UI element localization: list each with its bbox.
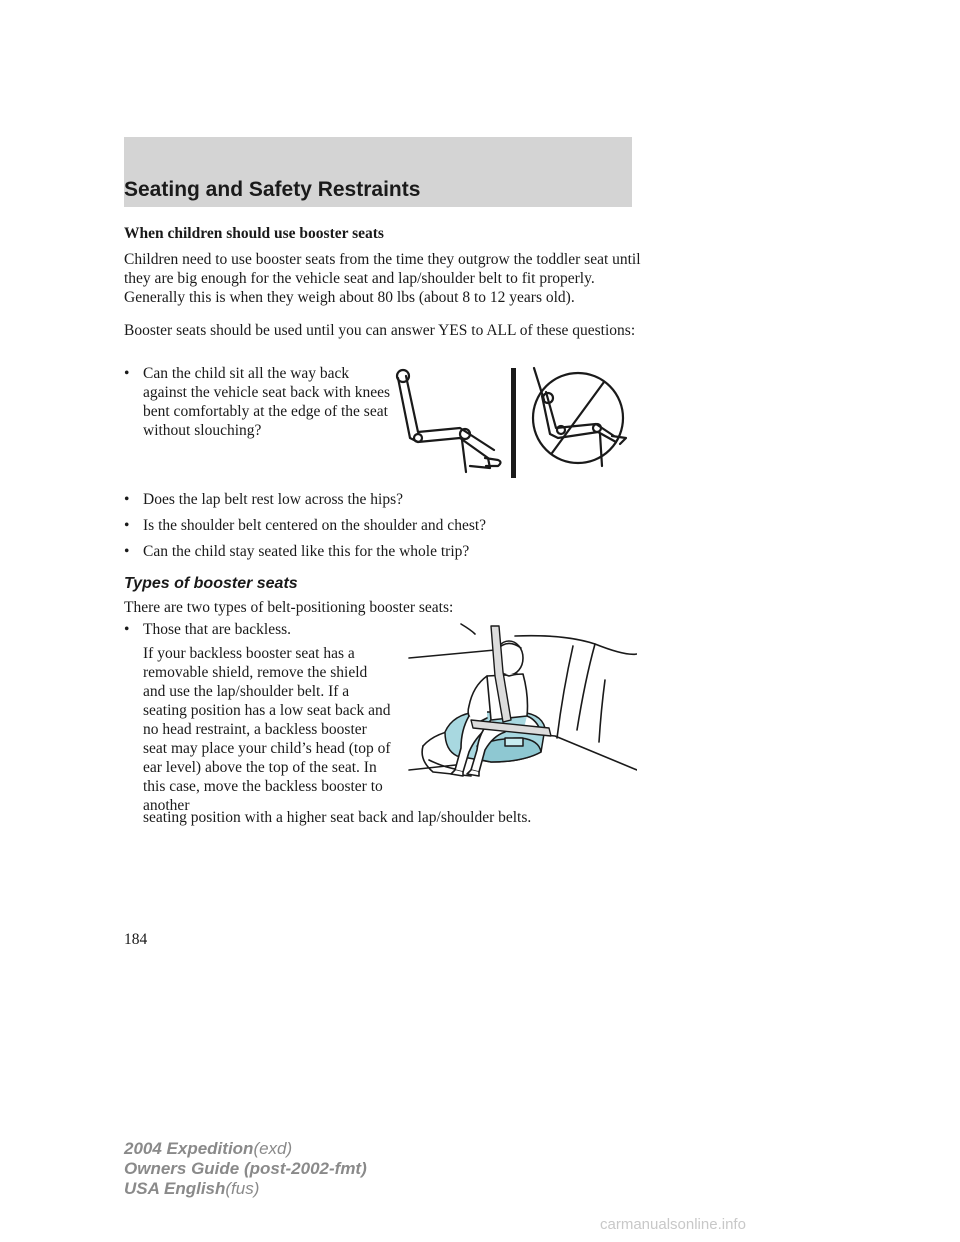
footer-line-1 xyxy=(124,1139,367,1159)
bullet-icon: • xyxy=(124,365,130,382)
seating-posture-illustration xyxy=(390,360,640,480)
footer-line-3 xyxy=(124,1179,367,1199)
bullet-icon: • xyxy=(124,543,130,560)
section-title: Seating and Safety Restraints xyxy=(124,178,421,201)
divider-bar xyxy=(511,368,516,478)
backless-booster-illustration xyxy=(405,620,637,782)
intro-paragraph: Children need to use booster seats from the time they outgrow the toddler seat until they are big enough for the vehicle seat and lap/shoulder belt to fit properly. Generally this is when they weigh about 80 lbs (about 8 to 12 years old). xyxy=(124,251,641,306)
bullet-icon: • xyxy=(124,517,130,534)
correct-posture-icon xyxy=(397,370,501,472)
backless-paragraph: If your backless booster seat has a removable shield, remove the shield and use the lap/shoulder belt. If a seating position has a low seat back and no head restraint, a backless booster seat may place your child’s head (top of ear level) above the top of the seat. In this case, move the backless booster to another xyxy=(143,645,391,814)
backless-paragraph-end: seating position with a higher seat back and lap/shoulder belts. xyxy=(143,809,532,826)
heading-booster-when: When children should use booster seats xyxy=(124,225,384,242)
questions-intro: Booster seats should be used until you can answer YES to ALL of these questions: xyxy=(124,322,636,339)
footer-model-code: (exd) xyxy=(253,1139,293,1158)
footer-language-code: (fus) xyxy=(225,1179,260,1198)
question-text: Is the shoulder belt centered on the shoulder and chest? xyxy=(143,517,487,534)
question-text: Does the lap belt rest low across the hips? xyxy=(143,491,403,508)
document-footer xyxy=(124,1139,367,1199)
footer-model: 2004 Expedition xyxy=(124,1139,254,1158)
bullet-icon: • xyxy=(124,491,130,508)
footer-language: USA English xyxy=(124,1179,226,1198)
door-panel xyxy=(409,650,495,658)
types-intro: There are two types of belt-positioning booster seats: xyxy=(124,599,454,616)
footer-guide: Owners Guide (post-2002-fmt) xyxy=(124,1159,367,1178)
footer-line-2 xyxy=(124,1159,367,1179)
incorrect-posture-icon xyxy=(533,368,626,466)
page-number: 184 xyxy=(124,931,148,948)
seat-back xyxy=(515,636,637,655)
question-text: Can the child stay seated like this for the whole trip? xyxy=(143,543,470,560)
question-text: Can the child sit all the way back against the vehicle seat back with knees bent comfortably at the edge of the seat without slouching? xyxy=(143,365,391,439)
watermark: carmanualsonline.info xyxy=(600,1216,746,1233)
types-heading: Types of booster seats xyxy=(124,575,298,592)
type-text: Those that are backless. xyxy=(143,621,292,638)
bullet-icon: • xyxy=(124,621,130,638)
